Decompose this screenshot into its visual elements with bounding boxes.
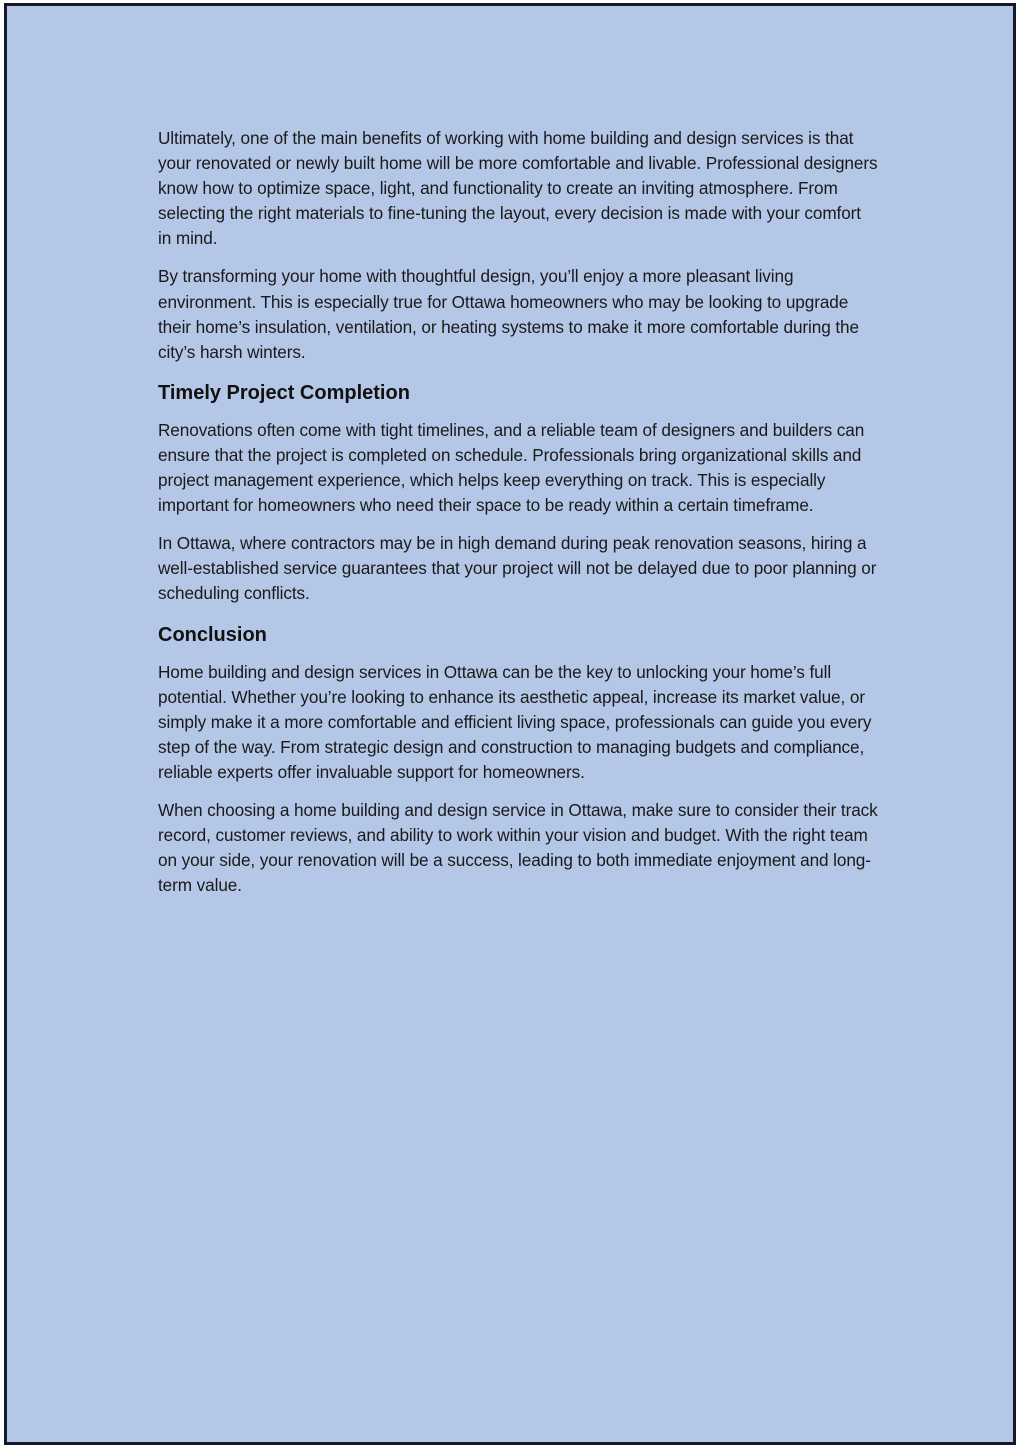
paragraph-timelines: Renovations often come with tight timelines, and a reliable team of designers and builders can ensure that the project is completed on schedule. Professionals bring organizational skills and project management experience, which helps keep everything on track. This is especially important for homeowners who need their space to be ready within a certain timeframe.	[158, 419, 865, 516]
heading-conclusion: Conclusion	[158, 623, 267, 646]
heading-timely-project-completion: Timely Project Completion	[158, 381, 410, 404]
paragraph-comfort: Ultimately, one of the main benefits of working with home building and design services is that your renovated or newly built home will be more comfortable and livable. Professional designers know how to optimize space, light, and functionality to create an inviting atmosphere. From selecting the right materials to fine-tuning the layout, every decision is made with your comfort in mind.	[158, 128, 878, 249]
paragraph-peak-seasons: In Ottawa, where contractors may be in high demand during peak renovation seasons, hiring a well-established service guarantees that your project will not be delayed due to poor planning or scheduling conflicts.	[158, 533, 877, 604]
paragraph-conclusion-potential: Home building and design services in Ottawa can be the key to unlocking your home’s full potential. Whether you’re looking to enhance its aesthetic appeal, increase its market value, or simply make it a more comfortable and efficient living space, professionals can guide you every step of the way. From strategic design and construction to managing budgets and compliance, reliable experts offer invaluable support for homeowners.	[158, 661, 872, 782]
paragraph-conclusion-choosing: When choosing a home building and design service in Ottawa, make sure to consider their track record, customer reviews, and ability to work within your vision and budget. With the right team on your side, your renovation will be a success, leading to both immediate enjoyment and long-term value.	[158, 799, 878, 896]
document-body	[158, 126, 878, 911]
document-page	[4, 3, 1016, 1445]
paragraph-ottawa-winters: By transforming your home with thoughtful design, you’ll enjoy a more pleasant living environment. This is especially true for Ottawa homeowners who may be looking to upgrade their home’s insulation, ventilation, or heating systems to make it more comfortable during the city’s harsh winters.	[158, 266, 859, 362]
